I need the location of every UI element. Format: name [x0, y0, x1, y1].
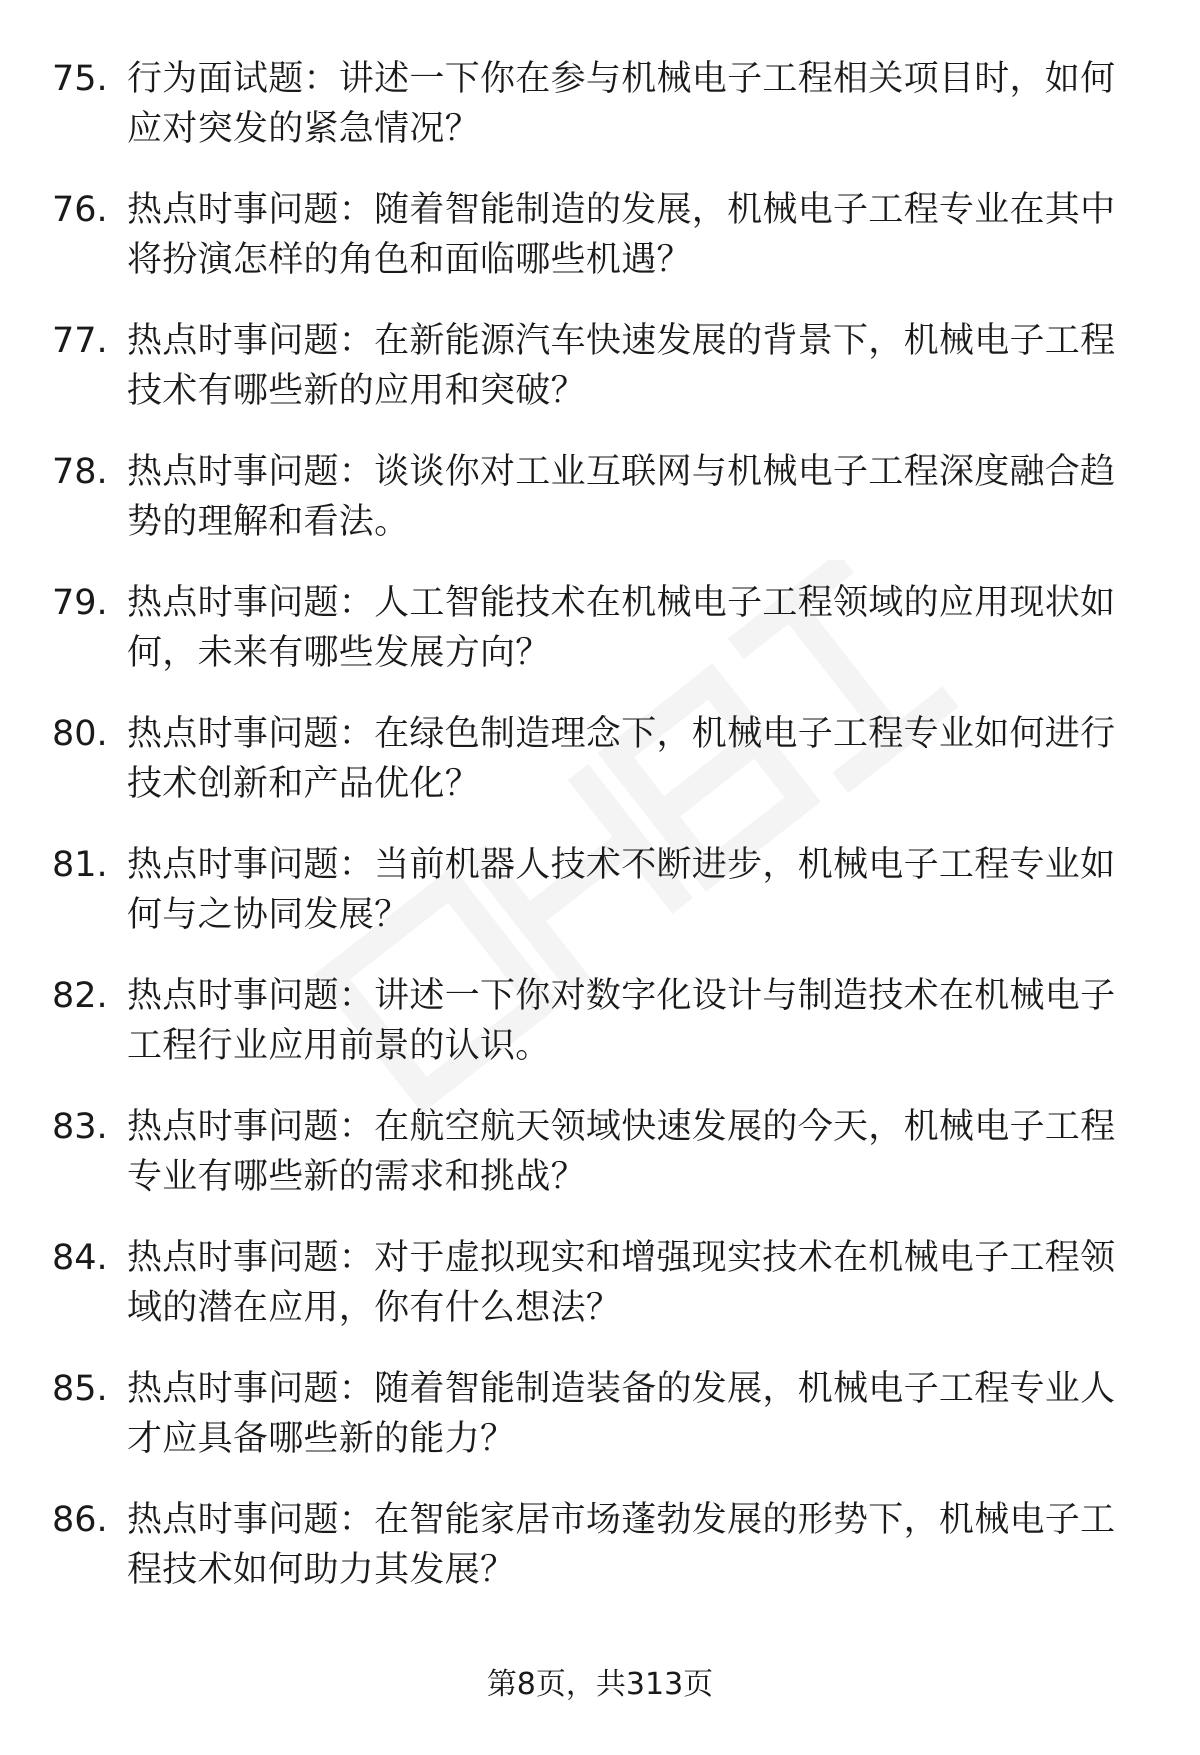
- question-item: [52, 316, 1152, 416]
- question-number: 84.: [52, 1238, 108, 1278]
- question-number: 78.: [52, 452, 108, 492]
- question-number: 76.: [52, 190, 108, 230]
- question-text: 热点时事问题：随着智能制造装备的发展，机械电子工程专业人才应具备哪些新的能力？: [127, 1369, 1116, 1459]
- question-item: [52, 185, 1152, 285]
- question-number: 82.: [52, 976, 108, 1016]
- question-text: 热点时事问题：对于虚拟现实和增强现实技术在机械电子工程领域的潜在应用，你有什么想法？: [127, 1238, 1116, 1328]
- question-number: 81.: [52, 845, 108, 885]
- question-number: 85.: [52, 1369, 108, 1409]
- question-item: [52, 1364, 1152, 1464]
- question-number: 83.: [52, 1107, 108, 1147]
- question-number: 75.: [52, 59, 108, 99]
- question-number: 79.: [52, 583, 108, 623]
- question-text: 热点时事问题：在绿色制造理念下，机械电子工程专业如何进行技术创新和产品优化？: [127, 714, 1116, 804]
- page-number-label: 第8页，共313页: [486, 1667, 714, 1702]
- question-text: 热点时事问题：在航空航天领域快速发展的今天，机械电子工程专业有哪些新的需求和挑战？: [127, 1107, 1116, 1197]
- question-number: 80.: [52, 714, 108, 754]
- question-text: 行为面试题：讲述一下你在参与机械电子工程相关项目时，如何应对突发的紧急情况？: [127, 59, 1116, 149]
- question-text: 热点时事问题：当前机器人技术不断进步，机械电子工程专业如何与之协同发展？: [127, 845, 1116, 935]
- page-footer: [0, 1665, 1200, 1705]
- question-item: [52, 840, 1152, 940]
- question-item: [52, 1102, 1152, 1202]
- question-text: 热点时事问题：人工智能技术在机械电子工程领域的应用现状如何，未来有哪些发展方向？: [127, 583, 1116, 673]
- question-number: 86.: [52, 1500, 108, 1540]
- question-text: 热点时事问题：谈谈你对工业互联网与机械电子工程深度融合趋势的理解和看法。: [127, 452, 1116, 542]
- question-text: 热点时事问题：随着智能制造的发展，机械电子工程专业在其中将扮演怎样的角色和面临哪些机遇？: [127, 190, 1116, 280]
- question-item: [52, 971, 1152, 1071]
- question-number: 77.: [52, 321, 108, 361]
- question-list: [52, 54, 1152, 1626]
- question-item: [52, 578, 1152, 678]
- question-item: [52, 709, 1152, 809]
- question-item: [52, 1233, 1152, 1333]
- question-text: 热点时事问题：在新能源汽车快速发展的背景下，机械电子工程技术有哪些新的应用和突破？: [127, 321, 1116, 411]
- question-item: [52, 1495, 1152, 1595]
- question-item: [52, 447, 1152, 547]
- question-text: 热点时事问题：在智能家居市场蓬勃发展的形势下，机械电子工程技术如何助力其发展？: [127, 1500, 1116, 1590]
- question-item: [52, 54, 1152, 154]
- question-text: 热点时事问题：讲述一下你对数字化设计与制造技术在机械电子工程行业应用前景的认识。: [127, 976, 1116, 1066]
